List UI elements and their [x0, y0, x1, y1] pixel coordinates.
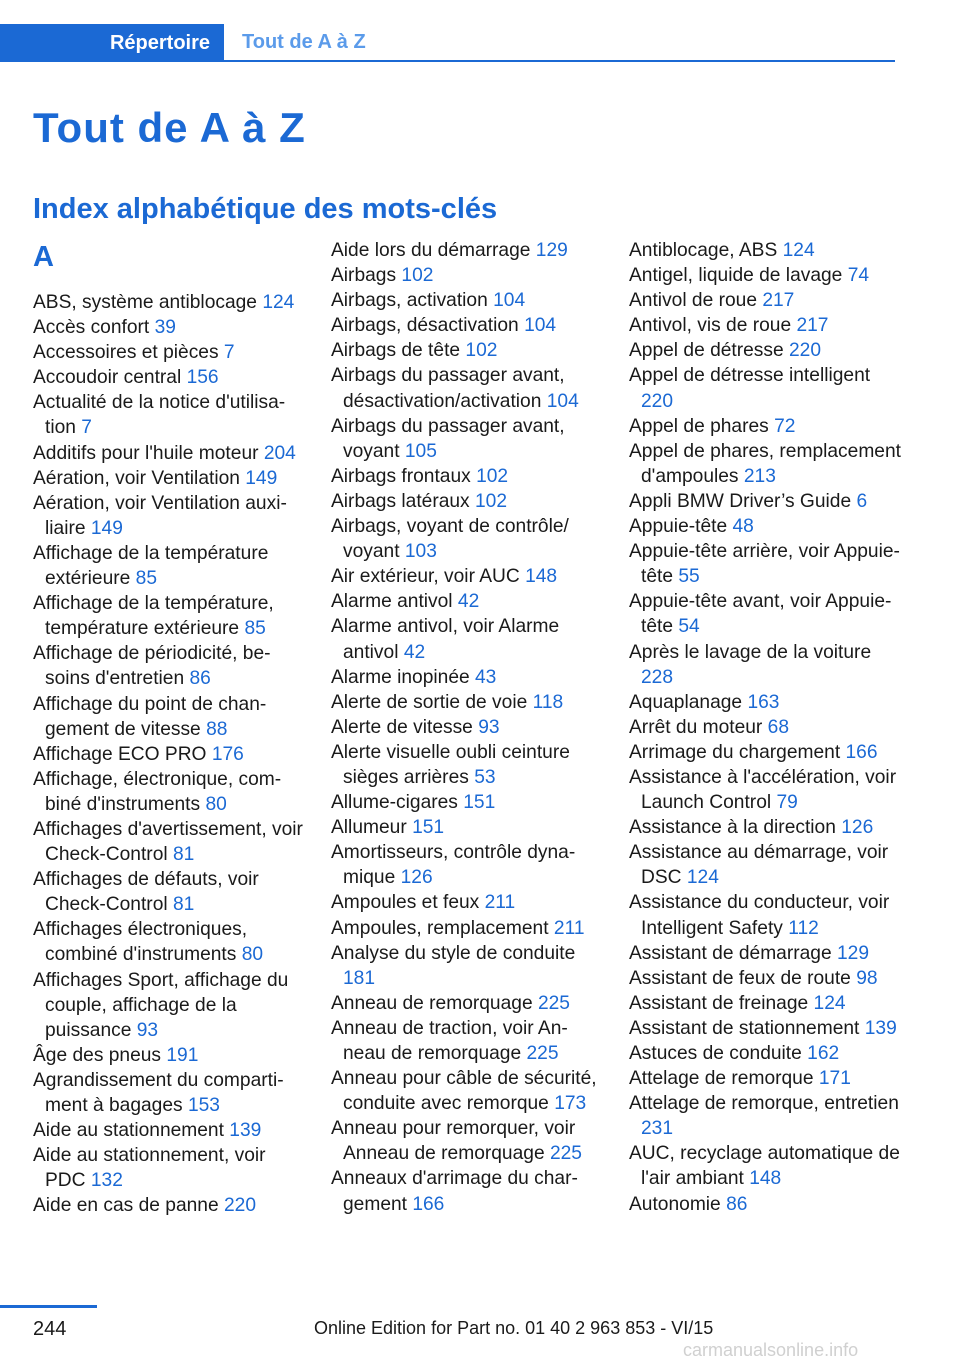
- section-letter: A: [33, 241, 54, 273]
- index-column-2: [331, 238, 603, 1217]
- entry-list: [331, 238, 603, 1217]
- page-link[interactable]: 204: [263, 442, 296, 464]
- entry-text: Appuie-tête arrière, voir Appuie-tête: [629, 541, 900, 588]
- index-entry: [331, 815, 603, 840]
- entry-text: Airbags du passager avant, désactivation/activation: [331, 365, 565, 412]
- entry-text: Aide en cas de panne: [33, 1195, 219, 1217]
- index-entry: [629, 414, 901, 439]
- entry-text: Appel de phares: [629, 415, 769, 437]
- index-entry: [33, 1143, 305, 1193]
- page-link[interactable]: 39: [154, 317, 176, 339]
- index-entry: [33, 290, 305, 315]
- page-link[interactable]: 220: [641, 390, 674, 412]
- page-link[interactable]: 220: [789, 340, 822, 362]
- index-entry: [629, 288, 901, 313]
- index-entry: [331, 464, 603, 489]
- entry-text: Assistance à l'accélération, voir Launch Control: [629, 766, 897, 814]
- entry-text: Anneau pour câble de sécurité, conduite avec remorque: [331, 1068, 597, 1115]
- page-link[interactable]: 86: [189, 668, 211, 690]
- page-link[interactable]: 231: [641, 1118, 674, 1140]
- page-link[interactable]: 126: [400, 867, 433, 889]
- entry-text: Attelage de remorque, entretien: [629, 1093, 899, 1115]
- page-link[interactable]: 171: [818, 1068, 851, 1090]
- index-entry: [33, 867, 305, 917]
- index-entry: [331, 1116, 603, 1166]
- entry-text: Airbags: [331, 265, 397, 287]
- index-entry: [331, 991, 603, 1016]
- index-entry: [629, 489, 901, 514]
- entry-text: AUC, recyclage automatique de l'air ambiant: [629, 1143, 900, 1190]
- index-entry: [629, 263, 901, 288]
- entry-text: Airbags, activation: [331, 290, 488, 312]
- index-entry: [331, 665, 603, 690]
- page-link[interactable]: 81: [172, 894, 195, 916]
- index-entry: [629, 1091, 901, 1141]
- entry-text: Aide lors du démarrage: [331, 240, 531, 261]
- entry-text: Assistance à la direction: [629, 817, 836, 839]
- entry-text: Astuces de conduite: [629, 1043, 802, 1064]
- index-entry: [33, 968, 305, 1043]
- index-entry: [629, 966, 901, 991]
- index-entry: [629, 740, 901, 765]
- entry-text: Antivol, vis de roue: [629, 315, 792, 337]
- page-link[interactable]: 139: [864, 1017, 897, 1039]
- entry-list: [33, 290, 305, 1218]
- page-link[interactable]: 166: [845, 741, 878, 763]
- index-entry: [629, 640, 901, 690]
- page-number: 244: [33, 1318, 67, 1340]
- entry-text: Anneau de remorquage: [331, 992, 533, 1014]
- index-entry: [331, 941, 603, 991]
- index-entry: [629, 890, 901, 940]
- entry-text: Affichage de périodicité, besoins d'entretien: [33, 643, 271, 690]
- entry-text: Alarme antivol: [331, 591, 453, 613]
- entry-text: Assistant de stationnement: [629, 1017, 860, 1039]
- entry-text: Aération, voir Ventilation: [33, 467, 240, 489]
- entry-text: Affichage de la température extérieure: [33, 542, 269, 590]
- entry-text: Âge des pneus: [33, 1044, 162, 1066]
- entry-text: Anneau pour remorquer, voir Anneau de remorquage: [331, 1118, 576, 1165]
- index-entry: [331, 1066, 603, 1116]
- index-entry: [629, 765, 901, 815]
- index-entry: [629, 514, 901, 539]
- index-entry: [33, 767, 305, 817]
- tab-repertoire[interactable]: Répertoire: [0, 24, 224, 62]
- page-link[interactable]: 162: [807, 1043, 840, 1064]
- page-link[interactable]: 129: [535, 240, 568, 261]
- page-link[interactable]: 124: [782, 240, 815, 261]
- index-entry: [331, 363, 603, 413]
- page-link[interactable]: 80: [241, 944, 264, 966]
- index-entry: [629, 941, 901, 966]
- page-title: Tout de A à Z: [33, 104, 306, 151]
- page-link[interactable]: 217: [796, 315, 829, 337]
- index-entry: [629, 539, 901, 589]
- index-entry: [331, 288, 603, 313]
- tab-tout-de-a-a-z[interactable]: Tout de A à Z: [242, 30, 366, 53]
- entry-text: Airbags du passager avant, voyant: [331, 415, 565, 462]
- entry-text: Assistant de freinage: [629, 992, 809, 1014]
- entry-text: Agrandissement du compartiment à bagages: [33, 1069, 284, 1116]
- index-entry: [331, 338, 603, 363]
- entry-text: Ampoules, remplacement: [331, 917, 549, 939]
- index-entry: [629, 815, 901, 840]
- index-entry: [33, 1118, 305, 1143]
- entry-text: Aération, voir Ventilation auxiliaire: [33, 492, 287, 539]
- page-link[interactable]: 124: [686, 867, 719, 889]
- index-entry: [331, 589, 603, 614]
- page-link[interactable]: 7: [81, 417, 92, 439]
- page-subtitle: Index alphabétique des mots-clés: [33, 193, 498, 225]
- index-entry: [33, 390, 305, 440]
- entry-text: Anneau de traction, voir Anneau de remorquage: [331, 1017, 568, 1064]
- page-link[interactable]: 98: [856, 967, 878, 989]
- page-link[interactable]: 132: [90, 1170, 123, 1192]
- entry-text: ABS, système antiblocage: [33, 292, 257, 313]
- page-link[interactable]: 149: [90, 517, 123, 539]
- page-link[interactable]: 149: [245, 467, 278, 489]
- page-link[interactable]: 124: [813, 992, 846, 1014]
- entry-text: Accessoires et pièces: [33, 342, 219, 364]
- page-link[interactable]: 42: [457, 591, 480, 613]
- entry-text: Appel de détresse: [629, 340, 784, 362]
- index-entry: [331, 263, 603, 288]
- entry-text: Amortisseurs, contrôle dynamique: [331, 842, 576, 889]
- entry-text: Aide au stationnement, voir PDC: [33, 1145, 266, 1192]
- page-link[interactable]: 228: [641, 666, 674, 688]
- header-bar: [0, 24, 895, 62]
- index-entry: [629, 840, 901, 890]
- entry-text: Allumeur: [331, 817, 407, 839]
- index-entry: [331, 514, 603, 564]
- entry-text: Aide au stationnement: [33, 1120, 224, 1142]
- page-link[interactable]: 86: [726, 1193, 748, 1215]
- index-column-3: [629, 238, 901, 1217]
- page-link[interactable]: 105: [404, 440, 437, 462]
- index-entry: [33, 365, 305, 390]
- index-entry: [331, 740, 603, 790]
- page-link[interactable]: 104: [493, 290, 526, 312]
- entry-text: Affichages électroniques, combiné d'instruments: [33, 919, 248, 966]
- index-entry: [331, 614, 603, 664]
- page-link[interactable]: 191: [166, 1044, 199, 1066]
- entry-text: Appuie-tête avant, voir Appuie-tête: [629, 591, 892, 638]
- entry-text: Allume-cigares: [331, 792, 458, 814]
- index-entry: [629, 439, 901, 489]
- page-link[interactable]: 148: [749, 1168, 782, 1190]
- entry-text: Antigel, liquide de lavage: [629, 265, 843, 287]
- page-link[interactable]: 85: [135, 568, 158, 590]
- entry-text: Accès confort: [33, 317, 150, 339]
- entry-text: Attelage de remorque: [629, 1068, 814, 1090]
- entry-text: Affichage, électronique, combiné d'instruments: [33, 768, 282, 815]
- index-entry: [331, 1166, 603, 1216]
- entry-text: Additifs pour l'huile moteur: [33, 442, 259, 464]
- entry-text: Aquaplanage: [629, 691, 743, 713]
- page-link[interactable]: 7: [223, 342, 235, 364]
- page-link[interactable]: 129: [836, 942, 869, 964]
- page-link[interactable]: 79: [776, 792, 798, 814]
- index-entry: [629, 313, 901, 338]
- entry-text: Assistance au démarrage, voir DSC: [629, 842, 889, 889]
- page-link[interactable]: 6: [856, 490, 868, 512]
- entry-text: Arrêt du moteur: [629, 716, 763, 738]
- entry-text: Autonomie: [629, 1193, 721, 1215]
- entry-text: Accoudoir central: [33, 367, 182, 389]
- page-link[interactable]: 151: [412, 817, 445, 839]
- index-entry: [331, 715, 603, 740]
- entry-text: Alerte visuelle oubli ceinture sièges arrières: [331, 741, 570, 788]
- page-link[interactable]: 153: [187, 1095, 220, 1116]
- page-link[interactable]: 103: [404, 541, 437, 563]
- index-entry: [629, 715, 901, 740]
- index-entry: [629, 1016, 901, 1041]
- index-entry: [33, 491, 305, 541]
- entry-list: [629, 238, 901, 1217]
- page-link[interactable]: 225: [549, 1143, 582, 1165]
- entry-text: Ampoules et feux: [331, 892, 480, 914]
- entry-text: Affichage ECO PRO: [33, 743, 207, 765]
- entry-text: Assistant de feux de route: [629, 967, 851, 989]
- entry-text: Alarme antivol, voir Alarme antivol: [331, 616, 560, 663]
- page-link[interactable]: 74: [847, 265, 870, 287]
- index-entry: [629, 238, 901, 263]
- page-link[interactable]: 217: [762, 290, 795, 312]
- page-link[interactable]: 118: [532, 691, 564, 713]
- entry-text: Airbags frontaux: [331, 465, 471, 487]
- index-entry: [331, 790, 603, 815]
- page-link[interactable]: 220: [223, 1195, 256, 1217]
- entry-text: Analyse du style de conduite: [331, 942, 576, 964]
- header-rule: [0, 60, 895, 62]
- index-entry: [33, 817, 305, 867]
- entry-text: Arrimage du chargement: [629, 741, 841, 763]
- entry-text: Alerte de sortie de voie: [331, 691, 528, 713]
- page-link[interactable]: 93: [478, 716, 500, 738]
- page-link[interactable]: 68: [767, 716, 789, 738]
- index-entry: [33, 340, 305, 365]
- page-link[interactable]: 176: [211, 743, 244, 765]
- entry-text: Alarme inopinée: [331, 666, 470, 688]
- page-link[interactable]: 166: [412, 1193, 445, 1215]
- entry-text: Air extérieur, voir AUC: [331, 566, 520, 588]
- index-entry: [331, 890, 603, 915]
- index-entry: [33, 917, 305, 967]
- entry-text: Affichage du point de changement de vitesse: [33, 693, 267, 740]
- footer-rule: [0, 1305, 97, 1308]
- edition-note: Online Edition for Part no. 01 40 2 963 853 - VI/15: [314, 1318, 714, 1338]
- page-link[interactable]: 148: [525, 566, 558, 588]
- page-link[interactable]: 104: [524, 315, 557, 337]
- page-link[interactable]: 211: [484, 892, 516, 914]
- page-link[interactable]: 124: [262, 292, 295, 313]
- page-link[interactable]: 211: [553, 917, 585, 939]
- page-link[interactable]: 53: [474, 766, 496, 788]
- page-link[interactable]: 102: [401, 265, 434, 287]
- index-entry: [629, 1066, 901, 1091]
- index-entry: [629, 589, 901, 639]
- index-entry: [629, 1192, 901, 1217]
- page-link[interactable]: 85: [244, 618, 266, 640]
- entry-text: Appuie-tête: [629, 516, 728, 538]
- entry-text: Appel de phares, remplacement d'ampoules: [629, 440, 901, 487]
- page-link[interactable]: 43: [475, 666, 497, 688]
- entry-text: Appli BMW Driver’s Guide: [629, 490, 852, 512]
- page-link[interactable]: 151: [463, 792, 496, 814]
- entry-text: Assistant de démarrage: [629, 942, 832, 964]
- index-entry: [33, 1068, 305, 1118]
- index-entry: [33, 1193, 305, 1218]
- index-entry: [629, 1141, 901, 1191]
- index-entry: [331, 690, 603, 715]
- page-link[interactable]: 112: [788, 917, 819, 939]
- index-column-1: [33, 238, 305, 1218]
- index-entry: [33, 742, 305, 767]
- page-link[interactable]: 139: [229, 1120, 262, 1142]
- page-link[interactable]: 42: [403, 641, 426, 663]
- page-link[interactable]: 93: [136, 1019, 159, 1041]
- page-link[interactable]: 225: [526, 1043, 559, 1064]
- index-entry: [33, 541, 305, 591]
- page-link[interactable]: 81: [172, 844, 195, 866]
- page-link[interactable]: 102: [476, 465, 509, 487]
- index-entry: [33, 692, 305, 742]
- entry-text: Actualité de la notice d'utilisation: [33, 392, 286, 439]
- entry-text: Airbags latéraux: [331, 490, 470, 512]
- page-link[interactable]: 80: [205, 793, 227, 815]
- entry-text: Assistance du conducteur, voir Intelligent Safety: [629, 892, 890, 939]
- entry-text: Antiblocage, ABS: [629, 240, 778, 261]
- index-entry: [629, 991, 901, 1016]
- index-entry: [33, 315, 305, 340]
- page-link[interactable]: 54: [678, 616, 700, 638]
- page-link[interactable]: 48: [732, 516, 754, 538]
- index-entry: [629, 338, 901, 363]
- entry-text: Airbags, voyant de contrôle/ voyant: [331, 516, 569, 563]
- index-entry: [331, 313, 603, 338]
- index-entry: [331, 840, 603, 890]
- entry-text: Airbags de tête: [331, 340, 461, 362]
- index-entry: [33, 1043, 305, 1068]
- page-link[interactable]: 55: [678, 566, 700, 588]
- page-link[interactable]: 225: [537, 992, 570, 1014]
- entry-text: Alerte de vitesse: [331, 716, 473, 738]
- page-link[interactable]: 173: [554, 1093, 587, 1115]
- page-link[interactable]: 181: [343, 967, 376, 989]
- entry-text: Affichages de défauts, voir Check-Control: [33, 869, 259, 916]
- index-entry: [331, 489, 603, 514]
- page-link[interactable]: 156: [186, 367, 219, 389]
- index-entry: [331, 916, 603, 941]
- index-entry: [331, 564, 603, 589]
- entry-text: Airbags, désactivation: [331, 315, 519, 337]
- entry-text: Anneaux d'arrimage du chargement: [331, 1168, 578, 1215]
- index-entry: [33, 641, 305, 691]
- index-entry: [33, 441, 305, 466]
- index-entry: [629, 363, 901, 413]
- page-link[interactable]: 102: [465, 340, 498, 362]
- entry-text: Affichages d'avertissement, voir Check-Control: [33, 818, 303, 866]
- watermark: carmanualsonline.info: [683, 1340, 859, 1360]
- page-link[interactable]: 126: [841, 817, 874, 839]
- page-link[interactable]: 72: [774, 415, 796, 437]
- page-link[interactable]: 213: [743, 465, 776, 487]
- entry-text: Affichage de la température, température extérieure: [33, 593, 274, 640]
- page-link[interactable]: 104: [546, 390, 579, 412]
- entry-text: Appel de détresse intelligent: [629, 365, 871, 387]
- index-entry: [331, 1016, 603, 1066]
- page-link[interactable]: 88: [206, 718, 228, 740]
- index-entry: [33, 591, 305, 641]
- entry-text: Affichages Sport, affichage du couple, affichage de la puissance: [33, 969, 289, 1041]
- entry-text: Antivol de roue: [629, 290, 757, 312]
- index-entry: [629, 1041, 901, 1066]
- page-link[interactable]: 102: [475, 490, 508, 512]
- entry-text: Après le lavage de la voiture: [629, 641, 872, 663]
- index-entry: [33, 466, 305, 491]
- index-entry: [331, 414, 603, 464]
- index-entry: [629, 690, 901, 715]
- index-entry: [331, 238, 603, 263]
- page-link[interactable]: 163: [747, 691, 780, 713]
